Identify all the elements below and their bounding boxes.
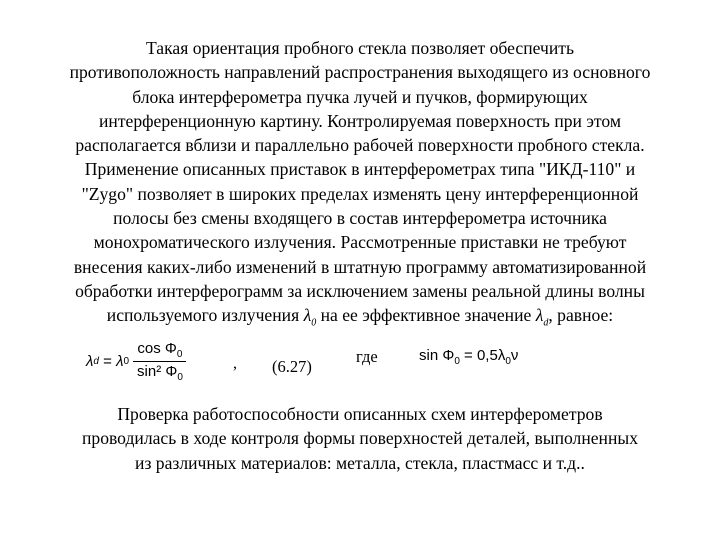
formula-lambda-0: λ <box>116 352 124 370</box>
formula-denominator <box>133 362 187 383</box>
paragraph-1-line: полосы без смены входящего в состав интерферометра источника <box>113 208 607 229</box>
condition-eq: = 0,5λ <box>459 347 506 364</box>
denominator-text: sin² Φ <box>137 362 178 380</box>
formula-numerator <box>133 340 186 362</box>
last-line-text-middle: на ее эффективное значение <box>316 305 536 326</box>
lambda0-subscript: 0 <box>311 317 317 329</box>
paragraph-1-line: "Zygo" позволяет в широких пределах изменять цену интерференционной <box>81 183 639 204</box>
paragraph-2 <box>30 402 690 475</box>
numerator-text: cos Φ <box>137 339 177 357</box>
lambdad-symbol: λ <box>535 305 544 326</box>
denominator-sub: 0 <box>177 371 183 383</box>
paragraph-1 <box>20 36 700 336</box>
lambda0-symbol: λ <box>303 305 312 326</box>
formula-equals: = <box>98 352 117 370</box>
last-line-text-before: используемого излучения <box>106 305 304 326</box>
equation-number: (6.27) <box>272 357 312 376</box>
last-line-text-after: , равное: <box>548 305 614 326</box>
formula-lambda-d-sub: d <box>93 355 99 367</box>
paragraph-1-last-line <box>20 303 700 336</box>
condition-tail: ν <box>510 347 519 364</box>
paragraph-1-line: внесения каких-либо изменений в штатную программу автоматизированной <box>73 256 647 277</box>
paragraph-1-line: противоположность направлений распространения выходящего из основного <box>69 62 651 83</box>
paragraph-1-line: располагается вблизи и параллельно рабочей поверхности пробного стекла. <box>75 135 645 156</box>
paragraph-1-line: Такая ориентация пробного стекла позволяет обеспечить <box>146 38 574 58</box>
formula-block <box>0 333 720 393</box>
paragraph-2-line: проводилась в ходе контроля формы поверхностей деталей, выполненных <box>81 428 638 449</box>
formula-lhs <box>86 333 187 389</box>
paragraph-1-line: монохроматического излучения. Рассмотренные приставки не требуют <box>93 232 627 253</box>
condition-lhs: sin Φ <box>419 347 455 364</box>
paragraph-1-line: интерференционную картину. Контролируемая поверхность при этом <box>99 110 621 131</box>
formula-comma: , <box>233 355 237 372</box>
formula-condition <box>419 347 518 367</box>
formula-lambda-0-sub: 0 <box>123 355 130 367</box>
where-label: где <box>356 347 378 366</box>
paragraph-2-line: Проверка работоспособности описанных схем интерферометров <box>117 404 603 424</box>
paragraph-1-line: обработки интерферограмм за исключением замены реальной длины волны <box>75 280 645 301</box>
condition-sub: 0 <box>505 356 511 367</box>
formula-fraction <box>133 340 187 383</box>
numerator-sub: 0 <box>176 348 183 360</box>
lambdad-subscript: d <box>543 317 549 329</box>
condition-lhs-sub: 0 <box>454 356 460 367</box>
paragraph-2-line: из различных материалов: металла, стекла, пластмасс и т.д.. <box>135 452 585 473</box>
formula-lambda-d: λ <box>86 352 94 370</box>
paragraph-1-line: Применение описанных приставок в интерферометрах типа "ИКД-110" и <box>84 159 636 180</box>
paragraph-1-line: блока интерферометра пучка лучей и пучков, формирующих <box>132 86 588 107</box>
